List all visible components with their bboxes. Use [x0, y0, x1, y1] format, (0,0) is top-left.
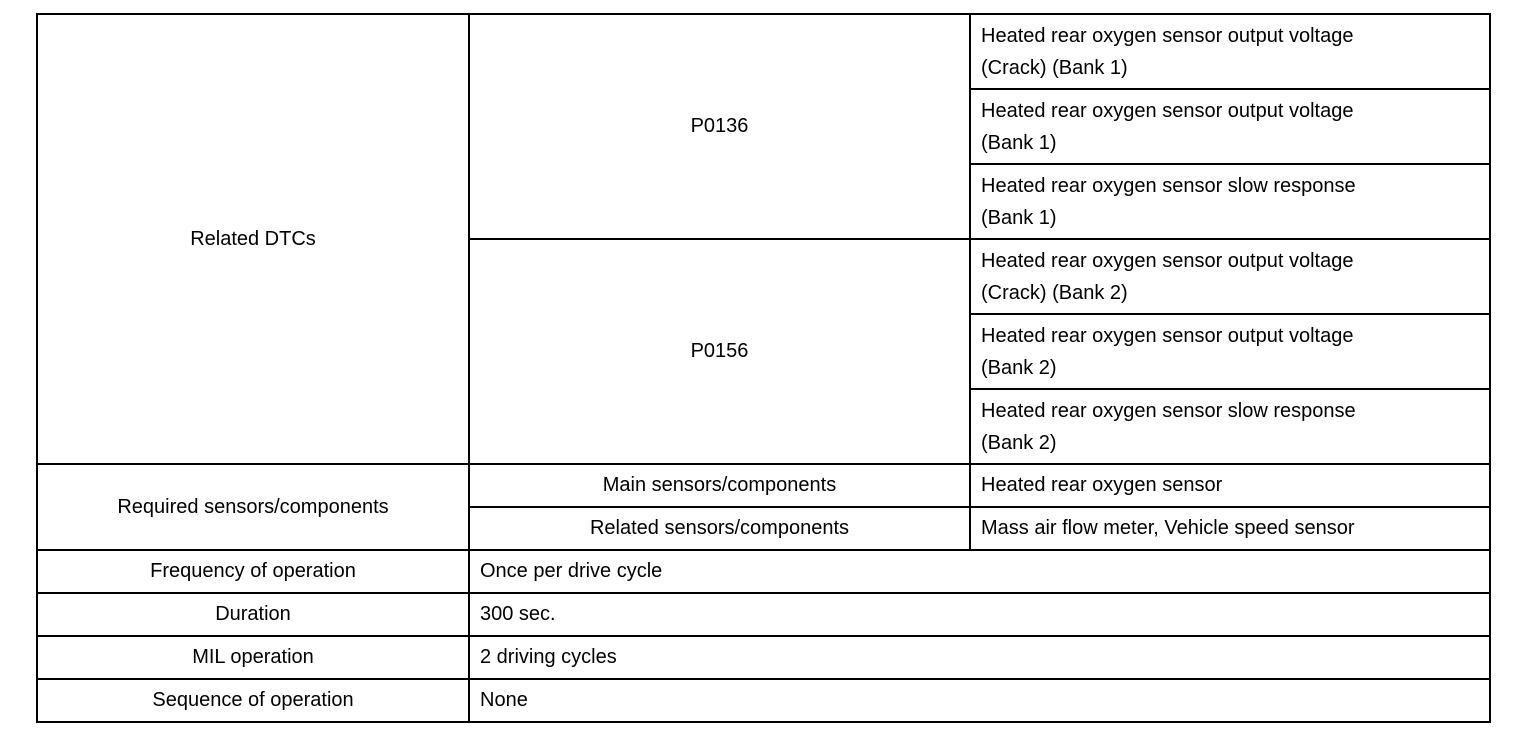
monitor-spec-table — [36, 13, 1491, 723]
dtc-description — [970, 314, 1490, 389]
dtc-code-p0156: P0156 — [469, 239, 970, 464]
frequency-label: Frequency of operation — [37, 550, 469, 593]
dtc-description-line: Heated rear oxygen sensor output voltage — [981, 99, 1354, 122]
sequence-label: Sequence of operation — [37, 679, 469, 722]
related-sensors-value: Mass air flow meter, Vehicle speed sensor — [970, 507, 1490, 550]
table-row — [37, 636, 1490, 679]
table-row — [37, 14, 1490, 89]
dtc-description-line: Heated rear oxygen sensor slow response — [981, 399, 1356, 422]
duration-value: 300 sec. — [469, 593, 1490, 636]
dtc-description-line: (Bank 1) — [981, 131, 1057, 154]
dtc-code-p0136: P0136 — [469, 14, 970, 239]
main-sensors-value: Heated rear oxygen sensor — [970, 464, 1490, 507]
related-dtcs-label: Related DTCs — [37, 14, 469, 464]
dtc-description-line: Heated rear oxygen sensor output voltage — [981, 24, 1354, 47]
dtc-description-line: (Bank 1) — [981, 206, 1057, 229]
table-row — [37, 464, 1490, 507]
dtc-description — [970, 164, 1490, 239]
mil-operation-label: MIL operation — [37, 636, 469, 679]
related-sensors-label: Related sensors/components — [469, 507, 970, 550]
dtc-description-line: Heated rear oxygen sensor output voltage — [981, 324, 1354, 347]
dtc-description-line: Heated rear oxygen sensor slow response — [981, 174, 1356, 197]
dtc-description-line: (Bank 2) — [981, 356, 1057, 379]
dtc-description-line: Heated rear oxygen sensor output voltage — [981, 249, 1354, 272]
mil-operation-value: 2 driving cycles — [469, 636, 1490, 679]
dtc-description — [970, 14, 1490, 89]
dtc-description-line: (Crack) (Bank 2) — [981, 281, 1128, 304]
frequency-value: Once per drive cycle — [469, 550, 1490, 593]
table-row — [37, 593, 1490, 636]
table-row — [37, 679, 1490, 722]
dtc-description-line: (Crack) (Bank 1) — [981, 56, 1128, 79]
dtc-description — [970, 239, 1490, 314]
main-sensors-label: Main sensors/components — [469, 464, 970, 507]
duration-label: Duration — [37, 593, 469, 636]
dtc-description — [970, 89, 1490, 164]
dtc-description-line: (Bank 2) — [981, 431, 1057, 454]
required-sensors-label: Required sensors/components — [37, 464, 469, 550]
table-row — [37, 550, 1490, 593]
sequence-value: None — [469, 679, 1490, 722]
dtc-description — [970, 389, 1490, 464]
